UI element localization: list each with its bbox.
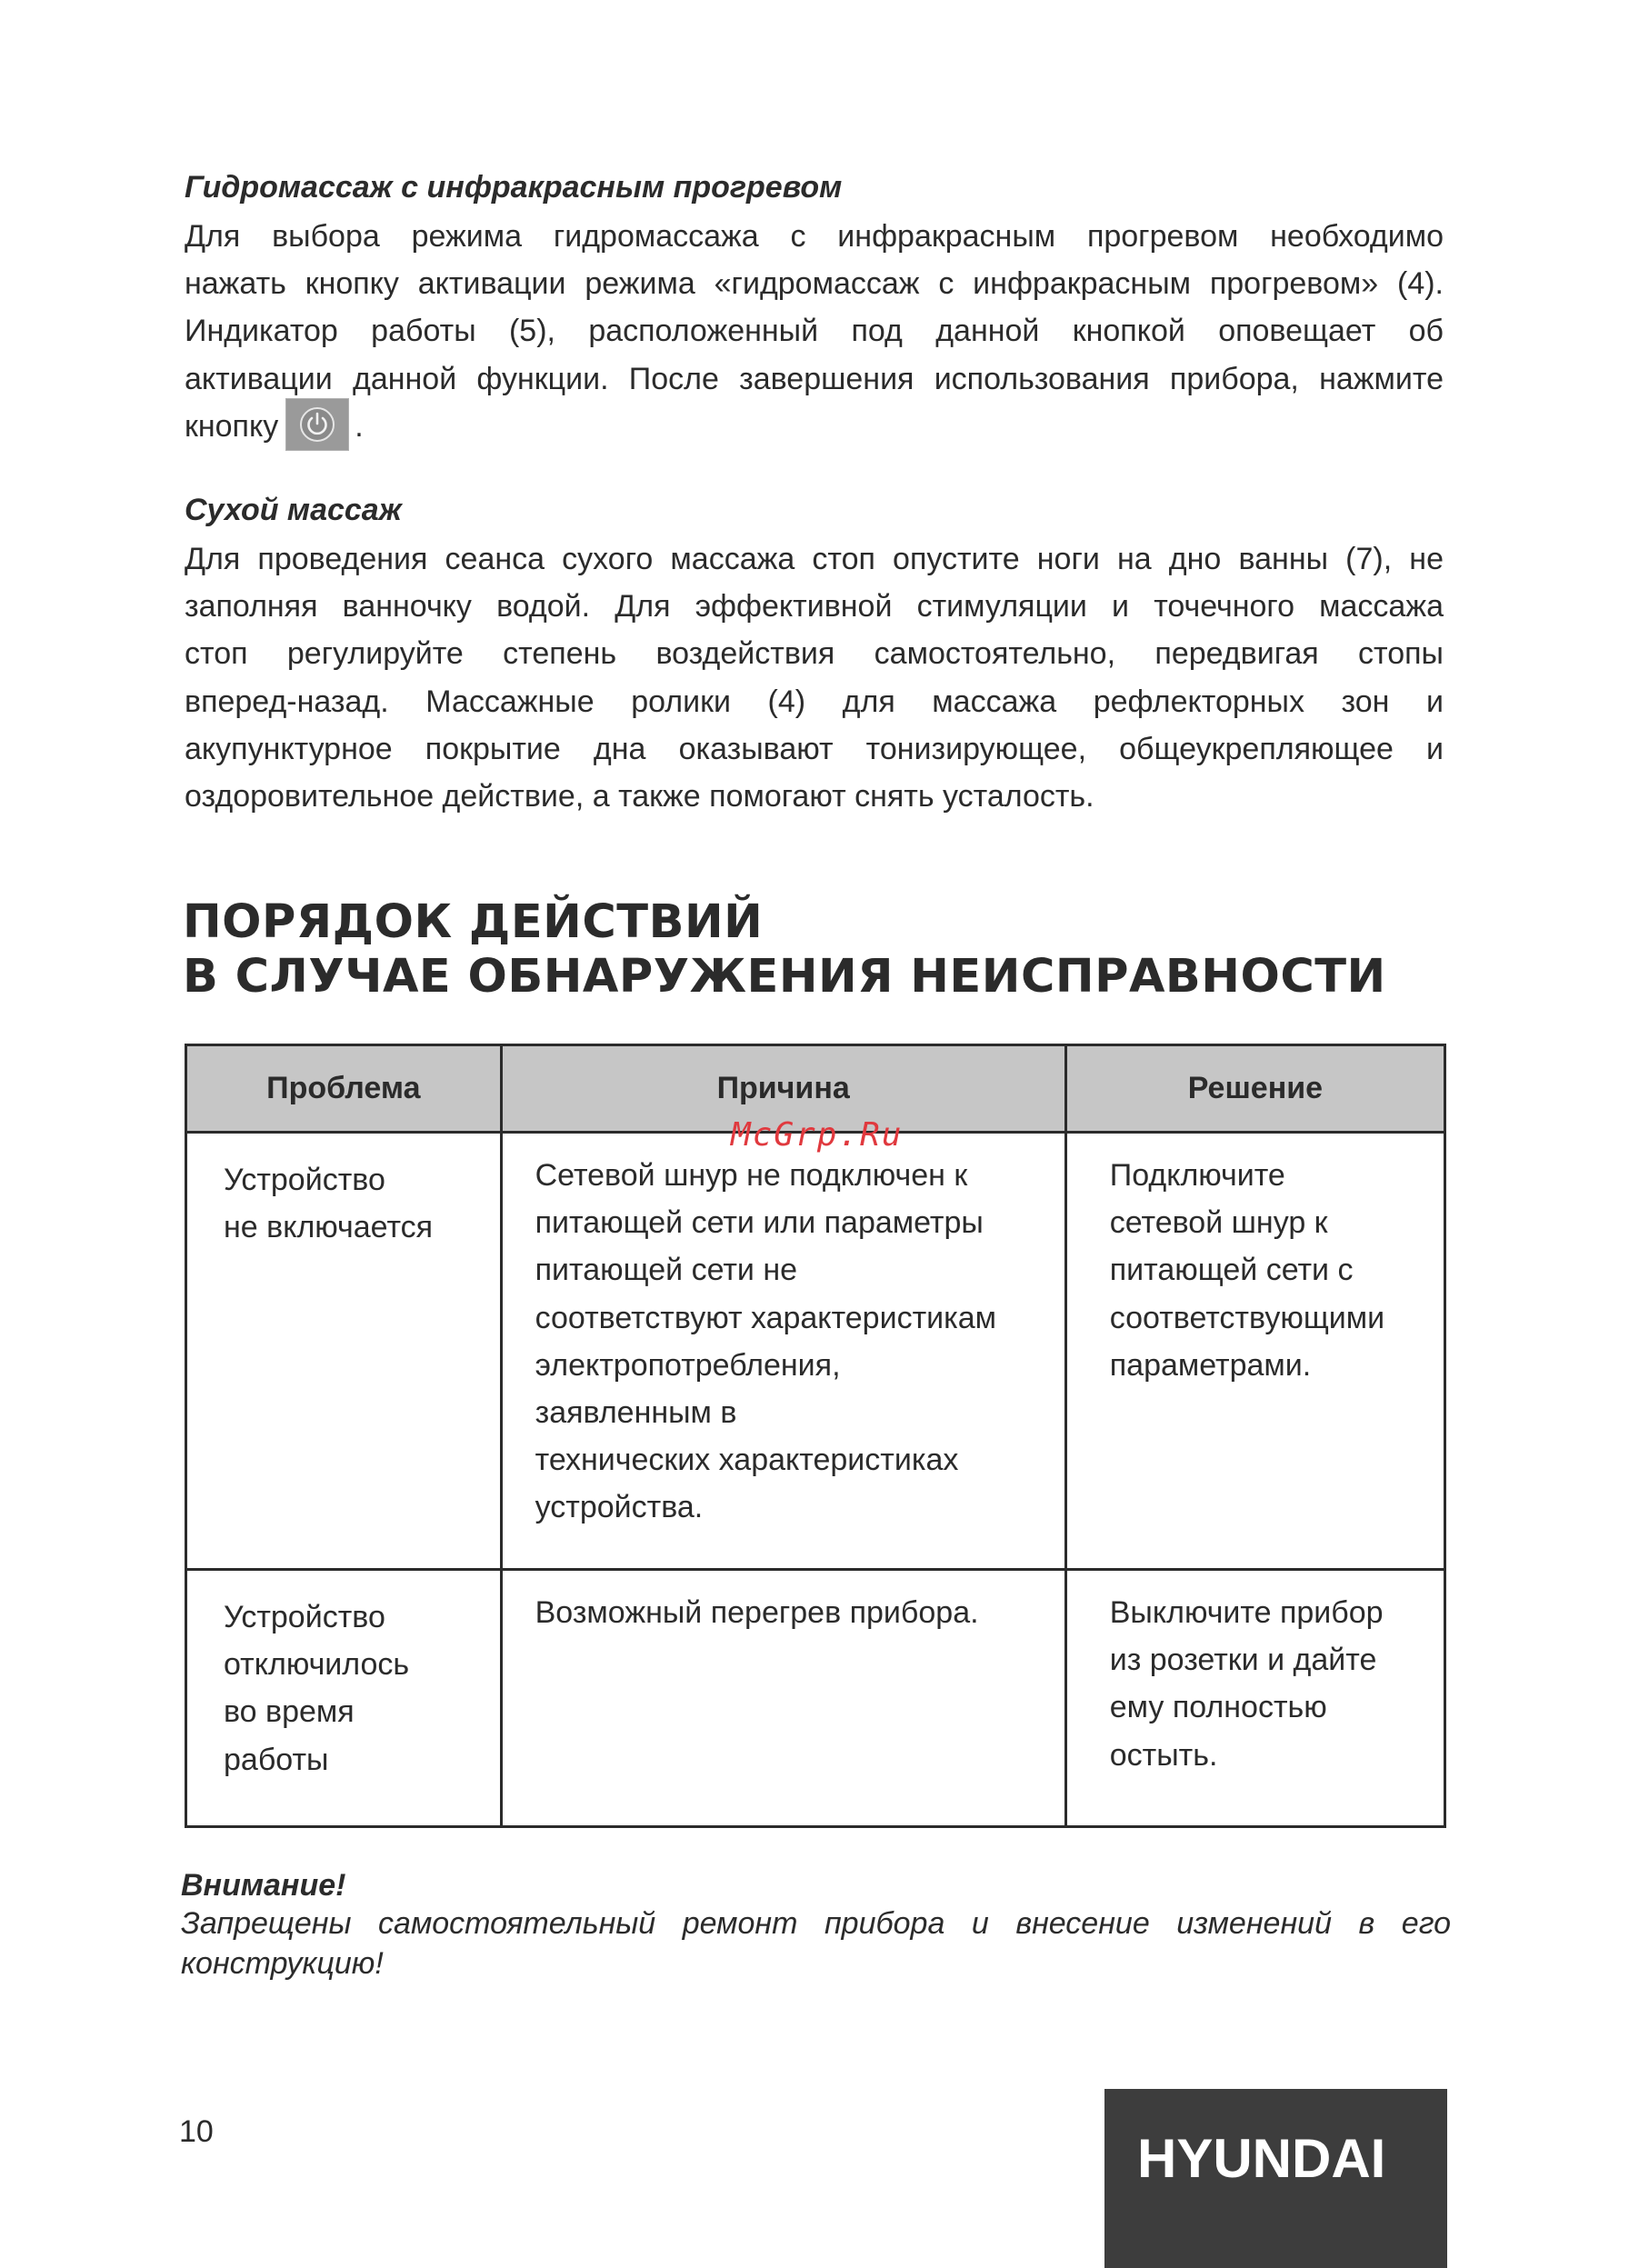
dry-line-6: оздоровительное действие, а также помогают снять усталость. [185, 779, 1094, 814]
solution-text: параметрами. [1109, 1347, 1312, 1383]
problem-text: во время [224, 1694, 355, 1730]
cause-cell [501, 1133, 1065, 1570]
troubleshooting-title [183, 895, 1386, 1004]
solution-text: соответствующими [1109, 1300, 1385, 1335]
problem-cell [186, 1133, 502, 1570]
problem-text: Устройство [224, 1163, 385, 1197]
cause-text: заявленным в [535, 1395, 737, 1431]
warning-line-2: конструкцию! [181, 1946, 384, 1981]
cause-text: питающей сети не [535, 1253, 798, 1288]
hydro-line-4: активации данной функции. После завершения использования прибора, нажмите [185, 361, 1444, 396]
header-problem: Проблема [186, 1045, 502, 1133]
dry-section-text [185, 535, 1444, 820]
solution-text: сетевой шнур к [1109, 1205, 1328, 1241]
hydro-line-3: Индикатор работы (5), расположенный под данной кнопкой оповещает об [185, 314, 1444, 349]
brand-logo [1104, 2089, 1447, 2268]
cause-text: устройства. [535, 1490, 704, 1525]
hydro-line-5-end: . [355, 408, 364, 444]
problem-text: Устройство [224, 1600, 385, 1634]
cause-text: Сетевой шнур не подключен к [535, 1158, 968, 1193]
cause-text: электропотребления, [535, 1347, 841, 1383]
hydro-line-5 [185, 403, 1444, 451]
troubleshooting-title-line-1: ПОРЯДОК ДЕЙСТВИЙ [183, 895, 764, 949]
dry-line-2: заполняя ванночку водой. Для эффективной стимуляции и точечного массажа [185, 589, 1444, 624]
solution-text: Выключите прибор [1109, 1595, 1384, 1630]
page-number: 10 [179, 2114, 214, 2149]
brand-logo-text: HYUNDAI [1137, 2128, 1386, 2189]
solution-cell [1065, 1570, 1444, 1827]
cause-text: технических характеристиках [535, 1443, 959, 1478]
solution-text: Подключите [1109, 1158, 1285, 1193]
warning-line-1: Запрещены самостоятельный ремонт прибора и внесение изменений в его [181, 1906, 1451, 1941]
dry-line-4: вперед-назад. Массажные ролики (4) для массажа рефлекторных зон и [185, 684, 1444, 719]
problem-text: работы [224, 1742, 329, 1777]
hydro-line-2: нажать кнопку активации режима «гидромассаж с инфракрасным прогревом» (4). [185, 266, 1444, 302]
dry-line-5: акупунктурное покрытие дна оказывают тонизирующее, общеукрепляющее и [185, 731, 1444, 766]
solution-cell [1065, 1133, 1444, 1570]
solution-text: питающей сети с [1109, 1253, 1354, 1288]
warning-title: Внимание! [181, 1868, 346, 1903]
power-icon [285, 398, 349, 451]
table-row [186, 1133, 1445, 1570]
cause-text: соответствуют характеристикам [535, 1300, 997, 1335]
hydro-line-1: Для выбора режима гидромассажа с инфракрасным прогревом необходимо [185, 219, 1444, 254]
problem-cell [186, 1570, 502, 1827]
hydro-section-title: Гидромассаж с инфракрасным прогревом [185, 170, 843, 205]
problem-text: не включается [224, 1210, 434, 1245]
cause-cell [501, 1570, 1065, 1827]
dry-section-title: Сухой массаж [185, 493, 402, 527]
warning-text [181, 1903, 1451, 1983]
problem-text: отключилось [224, 1647, 410, 1683]
troubleshooting-table [185, 1044, 1446, 1828]
table-row [186, 1570, 1445, 1827]
solution-text: ему полностью [1109, 1690, 1327, 1725]
hydro-section-text [185, 213, 1444, 451]
header-solution: Решение [1065, 1045, 1444, 1133]
solution-text: остыть. [1109, 1737, 1218, 1773]
dry-line-1: Для проведения сеанса сухого массажа стоп опустите ноги на дно ванны (7), не [185, 542, 1444, 576]
troubleshooting-title-line-2: В СЛУЧАЕ ОБНАРУЖЕНИЯ НЕИСПРАВНОСТИ [183, 950, 1386, 1004]
hydro-line-5-text: кнопку [185, 408, 279, 444]
cause-text: Возможный перегрев прибора. [535, 1595, 979, 1630]
cause-text: питающей сети или параметры [535, 1205, 984, 1241]
solution-text: из розетки и дайте [1109, 1643, 1377, 1678]
header-cause: Причина [501, 1045, 1065, 1133]
watermark: McGrp.Ru [731, 1116, 904, 1154]
dry-line-3: стоп регулируйте степень воздействия самостоятельно, передвигая стопы [185, 636, 1444, 672]
